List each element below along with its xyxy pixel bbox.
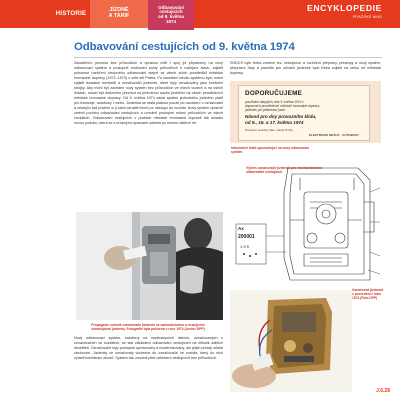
- device-caption: Označovač jízdenek v provedení z roku 1974 (Foto DPP): [352, 288, 384, 301]
- validator-diagram: [230, 162, 381, 290]
- notice-leaflet: [230, 81, 381, 143]
- ticket-number-top: 200001: [238, 234, 255, 240]
- tab-historie[interactable]: [52, 0, 90, 28]
- tab-active-line4: 1974: [165, 18, 176, 24]
- encyclopedia-subtitle: PRAŽSKÉ MHD: [352, 15, 382, 19]
- diagram-caption: Výkres označovače jízdenek pro mechanizované odbavování cestujících: [246, 166, 323, 175]
- page-number: J.6.28: [376, 388, 390, 394]
- notice-bold-line-1: Návod pro dny provozního klidu,: [245, 114, 317, 119]
- title-divider: [74, 57, 382, 58]
- encyclopedia-title: ENCYKLOPEDIE: [306, 3, 382, 13]
- notice-caption: Informační leták upozorňující na nový odbavovací systém: [231, 146, 310, 155]
- validator-mechanism-photo: [230, 290, 352, 392]
- article-column-2: SHDCS bylo třeba zrušení tzv. cestujících a rozšíření přepravy, přestupy a nový systém, přepravní řády a pravidla pro užívání jízdenek bylo třeba zajistit na celou síť městské dopravy.: [230, 61, 381, 75]
- tab-jizdne-line1: JÍZDNÉ: [109, 7, 129, 14]
- validator-drawing: [230, 162, 381, 290]
- mechanism-photo: [230, 290, 352, 392]
- header-bar: [0, 0, 400, 28]
- notice-bold-line-2: od 9., 15. a 17. května 1974: [245, 120, 304, 125]
- tab-jizdne-a-tarif[interactable]: [90, 0, 148, 28]
- tab-active-line1: Odbavování: [158, 4, 184, 10]
- article-bottom-text: Nový odbavovací systém, založený na nepřestupních lístcích, označovaných v označovačích ve vozidlech, se stal základem odbavování cestujících na několik dalších desetiletí. Označovače byly postupně upravovány a modernizovány, ale jejich princip zůstal zachován. Jízdenky se označovaly vložením do označovače ve vozidle, který do nich vyrazil kombinaci otvorů. Systém tak umožnil plné odbavení cestujících bez průvodčích.: [74, 336, 223, 360]
- notice-heading: DOPORUČUJEME: [245, 90, 303, 97]
- notice-signature: ELEKTRICKÉ DRÁHY · AUTOBUSY: [309, 133, 359, 137]
- ticket-number-bottom: 1 9 5: [240, 244, 249, 249]
- notice-card: [238, 85, 370, 141]
- tab-odbavovani-active[interactable]: [148, 0, 194, 30]
- notice-line-1: používání nabytých, dne 9. května 1974 v: [245, 100, 304, 104]
- photo-caption: Propagační snímek označovače jízdenek se samoobsluhou a cestujícími označujícími jízdenky. Fotografie byla pořízena v roce 1974 (Archiv DPP): [91, 323, 205, 332]
- tab-active-line3: od 9. května: [157, 14, 184, 19]
- notice-small-line: Dopravní podniky hlav. města Prahy: [245, 128, 293, 132]
- photo-validator-with-passenger: [76, 212, 223, 320]
- article-column-1: Zaváděním procesu bez průvodčích a úpravou měli I spoj již připraveny na nový odbavovací systém a postupně zrušováni počty průvodčích k rozbíjení stavu, zajistit pohotové rozšíření strojového odbavování stejně ve všech sítích prostředků městské hromadné dopravy (1972–1973) v celé síti Praha. Po zavedení tohoto systému bylo nutno zajistit dostatek turniketů a označovačů jízdenek, které byly označovány jako kontrolní strojky. Aby mohl být zaveden nový systém bez průvodčích ve všech vozech a na všech linkách, musel být dokončen přechod na jednotnou sazbu jízdného na všech prostředcích městské hromadné dopravy. Od 9. května 1974 začal systém jednotného jízdného platit pro tramvaje, autobusy i metro. Jízdenka se stala platnou pouze po označení v označovači a cestující byli povinni si ji sami označit ihned po nástupu do vozidla. Nový systém výrazně změnil podobu odbavování cestujících a umožnil postupné rušení průvodčích ve všech vozidlech. Odbavování cestujících v pražské městské hromadné dopravě tak dostalo novou podobu, která se s drobnými úpravami udržela po mnoho dalších let.: [74, 61, 223, 125]
- encyclopedia-mark: [307, 3, 382, 19]
- ticket-label-prefix: Ax: [238, 226, 244, 231]
- archive-photo: [76, 212, 223, 320]
- tab-historie-label: HISTORIE: [55, 9, 87, 17]
- notice-line-3: jízdenek pro jednotnou jízdu:: [245, 108, 286, 112]
- tab-jizdne-line2: A TARIF: [108, 13, 130, 19]
- article-title: Odbavování cestujících od 9. května 1974: [74, 41, 295, 53]
- tab-active-line2: cestujících: [159, 9, 183, 15]
- notice-line-2: dopravních prostředcích městské hromadné dopravy: [245, 104, 320, 108]
